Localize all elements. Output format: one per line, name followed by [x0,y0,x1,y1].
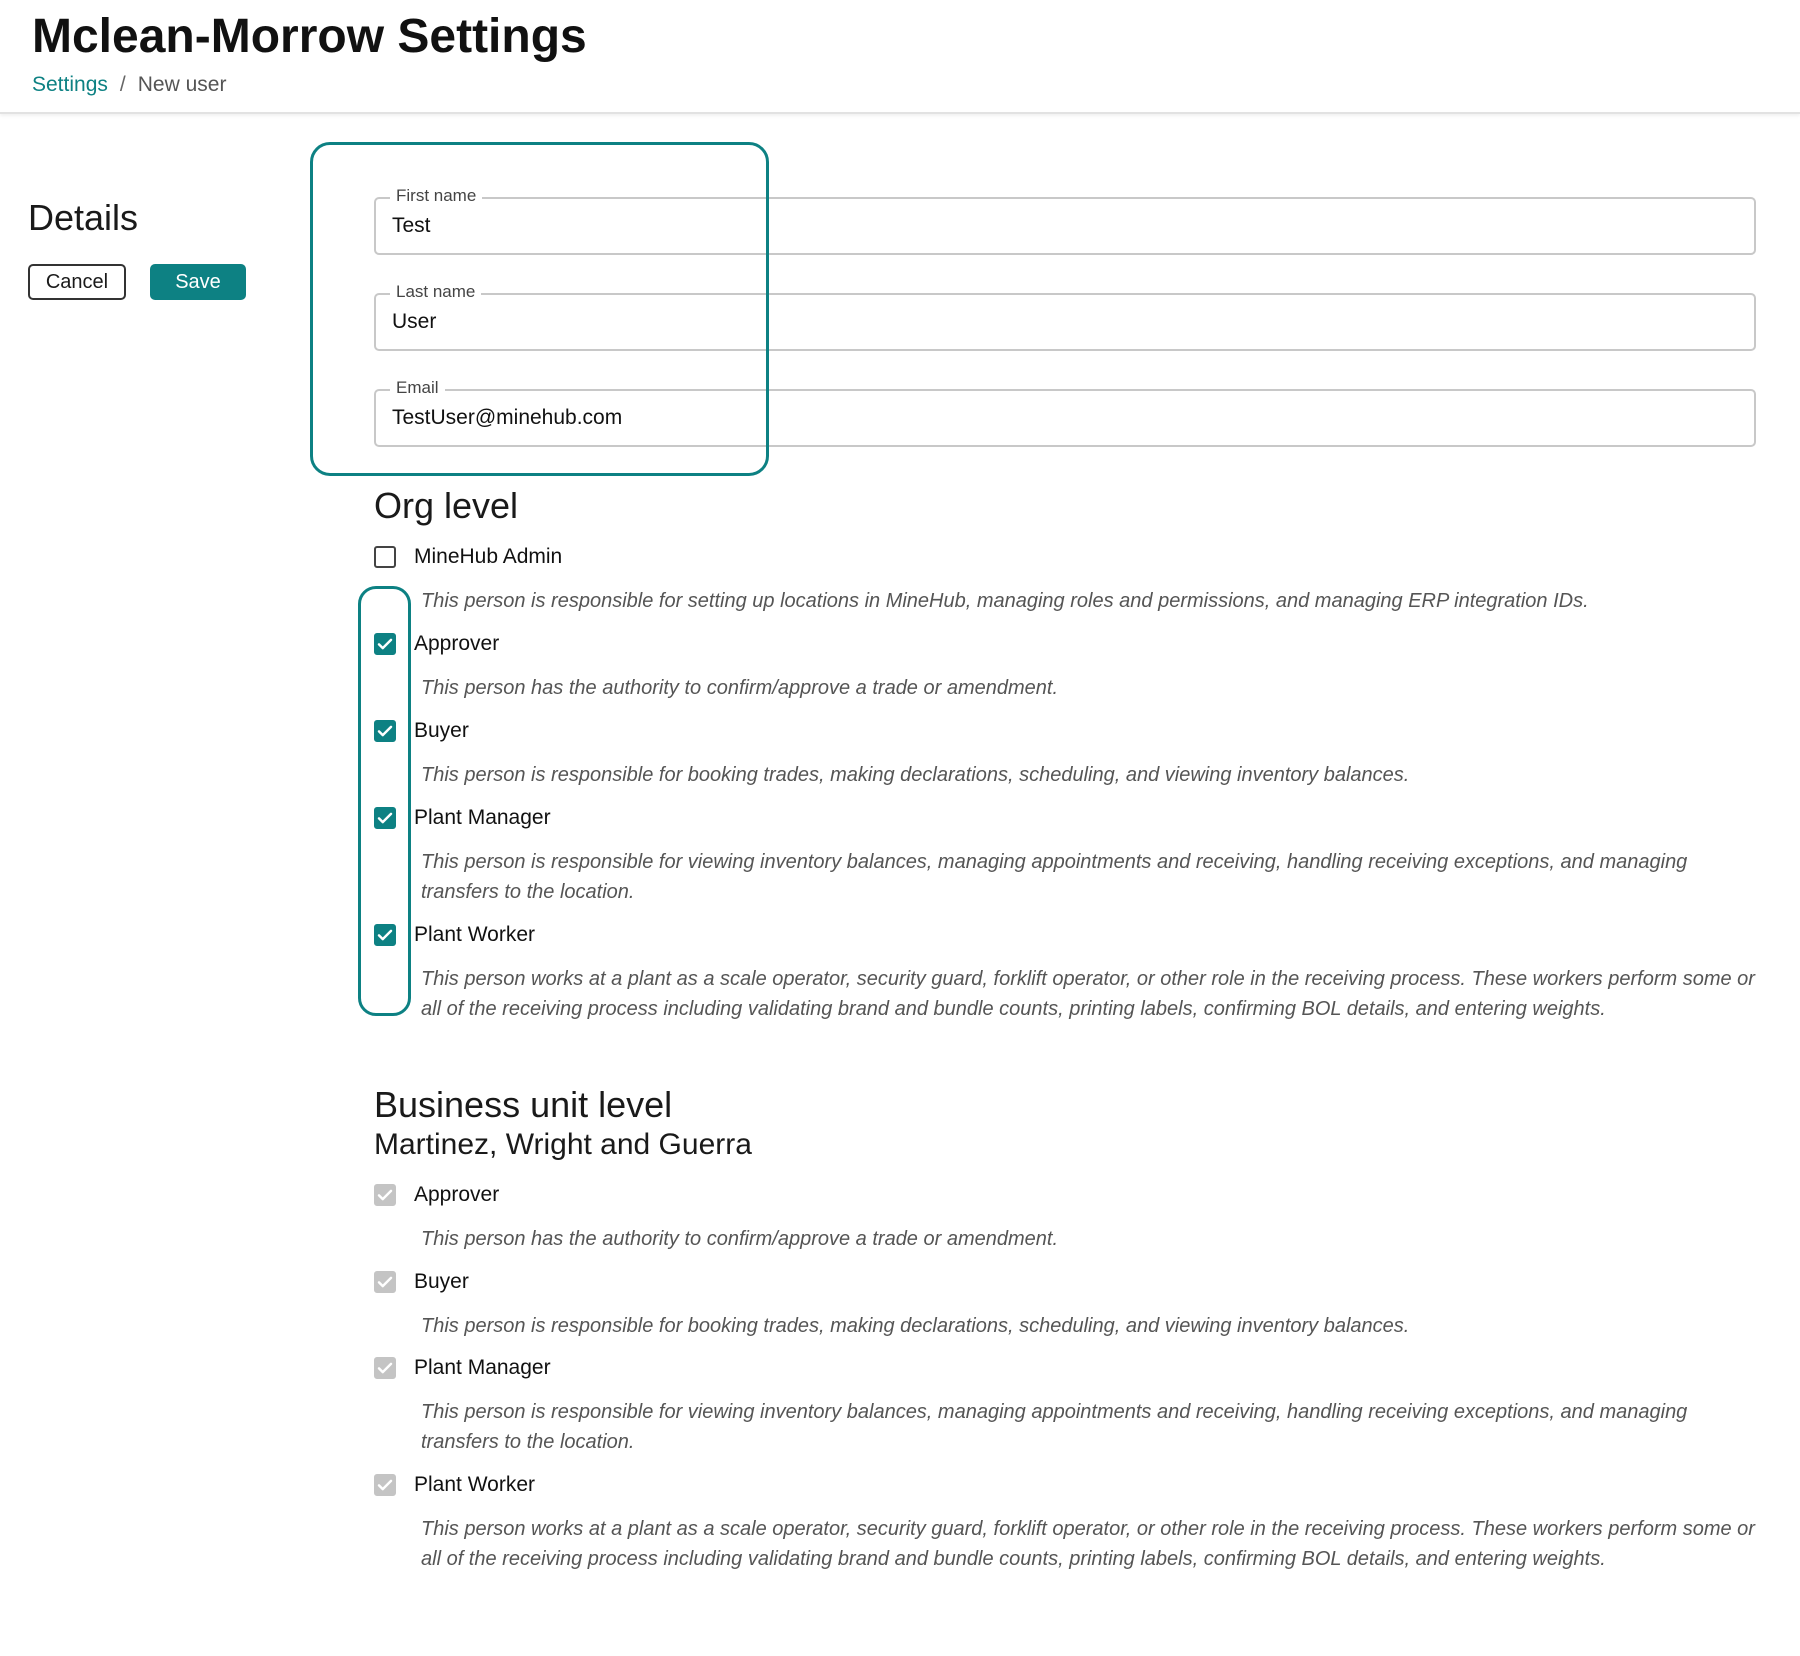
last-name-input[interactable] [392,307,1732,337]
role-description: This person is responsible for setting up locations in MineHub, managing roles and permissions, and managing ERP integration IDs. [421,590,1589,612]
breadcrumb [32,70,226,100]
role-description: This person is responsible for booking trades, making declarations, scheduling, and viewing inventory balances. [421,764,1410,786]
role-description: This person is responsible for booking trades, making declarations, scheduling, and viewing inventory balances. [421,1315,1410,1337]
role-name: Plant Manager [414,806,551,829]
checkmark-icon [376,1359,394,1377]
first-name-field [374,186,1756,255]
bu-plant-manager-checkbox [374,1357,396,1379]
role-name: Approver [414,632,500,655]
role-name: Buyer [414,1270,469,1293]
last-name-label: Last name [390,281,481,303]
role-name: Plant Worker [414,1473,535,1496]
email-field [374,378,1756,447]
approver-checkbox[interactable] [374,633,396,655]
checkmark-icon [376,635,394,653]
checkmark-icon [376,722,394,740]
role-description: This person has the authority to confirm/approve a trade or amendment. [421,677,1059,699]
org-level-title: Org level [374,485,519,526]
role-description: This person is responsible for viewing inventory balances, managing appointments and receiving, handling receiving exceptions, and managing transfers to the location. [421,851,1688,903]
email-label: Email [390,377,445,399]
role-description: This person works at a plant as a scale operator, security guard, forklift operator, or other role in the receiving process. These workers perform some or all of the receiving process including validating brand and bundle counts, printing labels, confirming BOL details, and entering weights. [421,968,1755,1020]
role-name: Plant Worker [414,923,535,946]
bu-buyer-checkbox [374,1271,396,1293]
business-unit-name: Martinez, Wright and Guerra [374,1128,752,1161]
save-button[interactable]: Save [150,264,246,300]
bu-plant-worker-checkbox [374,1474,396,1496]
business-unit-level-title: Business unit level [374,1084,673,1125]
checkmark-icon [376,1476,394,1494]
role-name: Plant Manager [414,1356,551,1379]
email-input[interactable] [392,403,1732,433]
minehub-admin-checkbox[interactable] [374,546,396,568]
cancel-button[interactable]: Cancel [28,264,126,300]
breadcrumb-settings-link[interactable]: Settings [32,73,108,96]
breadcrumb-separator: / [119,73,126,96]
role-name: Approver [414,1183,500,1206]
role-description: This person works at a plant as a scale operator, security guard, forklift operator, or other role in the receiving process. These workers perform some or all of the receiving process including validating brand and bundle counts, printing labels, confirming BOL details, and entering weights. [421,1518,1755,1570]
checkmark-icon [376,1186,394,1204]
checkmark-icon [376,926,394,944]
checkmark-icon [376,1273,394,1291]
plant-manager-checkbox[interactable] [374,807,396,829]
bu-approver-checkbox [374,1184,396,1206]
plant-worker-checkbox[interactable] [374,924,396,946]
checkmark-icon [376,809,394,827]
details-title: Details [28,197,139,238]
page-header [0,0,1800,114]
role-description: This person is responsible for viewing inventory balances, managing appointments and receiving, handling receiving exceptions, and managing transfers to the location. [421,1401,1688,1453]
breadcrumb-current: New user [137,73,227,96]
first-name-label: First name [390,185,482,207]
buyer-checkbox[interactable] [374,720,396,742]
role-name: MineHub Admin [414,545,563,568]
role-description: This person has the authority to confirm/approve a trade or amendment. [421,1228,1059,1250]
page-title: Mclean-Morrow Settings [32,10,587,63]
role-name: Buyer [414,719,469,742]
first-name-input[interactable] [392,211,1732,241]
last-name-field [374,282,1756,351]
